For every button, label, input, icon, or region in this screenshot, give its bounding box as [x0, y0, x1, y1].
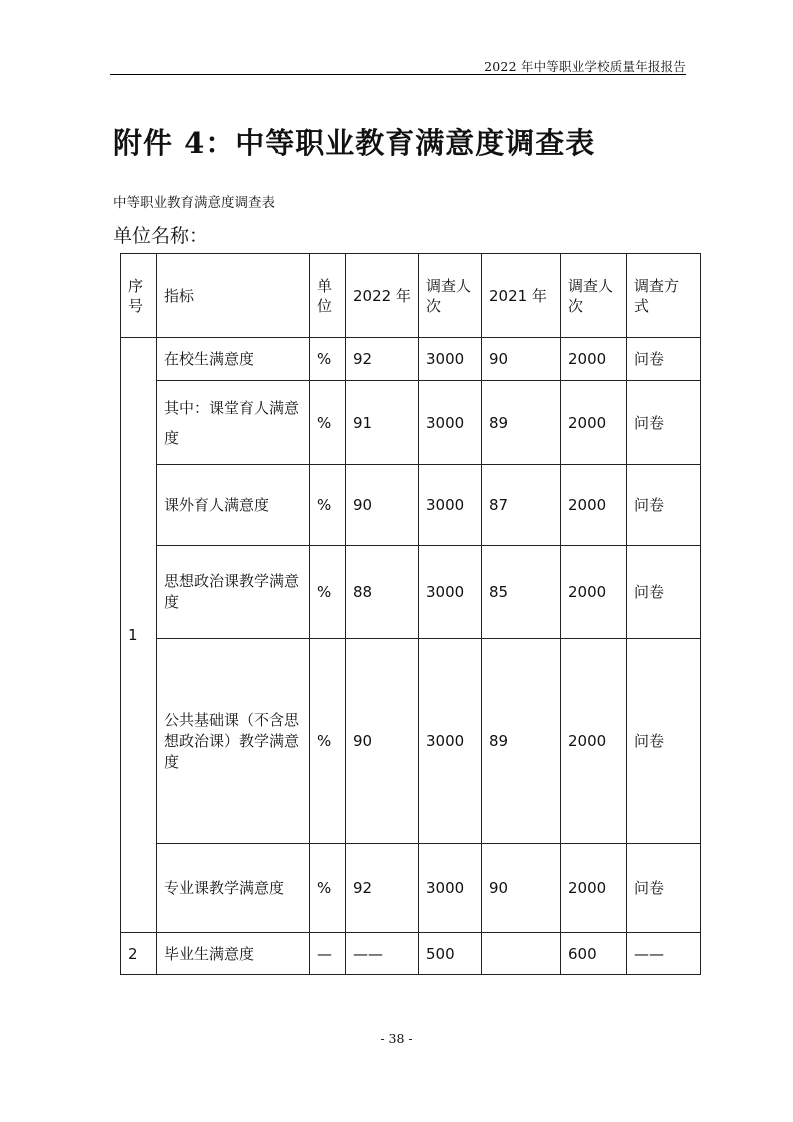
unit-cell: % [310, 639, 346, 844]
method-cell: 问卷 [627, 381, 701, 465]
table-row [121, 844, 701, 933]
value-2021-cell [482, 933, 561, 975]
table-row [121, 381, 701, 465]
unit-cell: % [310, 465, 346, 546]
count-2021-cell: 2000 [561, 381, 627, 465]
indicator-cell: 课外育人满意度 [157, 465, 310, 546]
running-header: 2022 年中等职业学校质量年报报告 [484, 59, 686, 74]
method-cell: —— [627, 933, 701, 975]
unit-cell: % [310, 546, 346, 639]
count-2022-cell: 3000 [419, 546, 482, 639]
header-count-2022: 调查人次 [419, 254, 482, 338]
count-2022-cell: 500 [419, 933, 482, 975]
count-2022-cell: 3000 [419, 844, 482, 933]
unit-name-label: 单位名称： [113, 225, 209, 247]
count-2022-cell: 3000 [419, 381, 482, 465]
unit-cell: % [310, 381, 346, 465]
page-title: 附件 4：中等职业教育满意度调查表 [113, 126, 596, 160]
table-row [121, 338, 701, 381]
count-2021-cell: 2000 [561, 546, 627, 639]
header-count-2021: 调查人次 [561, 254, 627, 338]
indicator-cell: 公共基础课（不含思想政治课）教学满意度 [157, 639, 310, 844]
header-rule [110, 74, 686, 75]
page-number: - 38 - [380, 1031, 413, 1046]
indicator-cell: 毕业生满意度 [157, 933, 310, 975]
count-2021-cell: 2000 [561, 465, 627, 546]
header-unit: 单位 [310, 254, 346, 338]
indicator-cell: 其中：课堂育人满意度 [157, 381, 310, 465]
value-2022-cell: 92 [346, 844, 419, 933]
unit-cell: — [310, 933, 346, 975]
indicator-cell: 在校生满意度 [157, 338, 310, 381]
value-2021-cell: 90 [482, 844, 561, 933]
row-no: 2 [121, 933, 157, 975]
value-2021-cell: 89 [482, 639, 561, 844]
method-cell: 问卷 [627, 844, 701, 933]
value-2022-cell: 92 [346, 338, 419, 381]
value-2021-cell: 90 [482, 338, 561, 381]
header-row [121, 254, 701, 338]
unit-cell: % [310, 844, 346, 933]
method-cell: 问卷 [627, 546, 701, 639]
indicator-cell: 思想政治课教学满意度 [157, 546, 310, 639]
count-2022-cell: 3000 [419, 338, 482, 381]
count-2021-cell: 2000 [561, 338, 627, 381]
header-2022: 2022 年 [346, 254, 419, 338]
value-2022-cell: 90 [346, 639, 419, 844]
value-2022-cell: 90 [346, 465, 419, 546]
header-no: 序号 [121, 254, 157, 338]
header-2021: 2021 年 [482, 254, 561, 338]
count-2021-cell: 2000 [561, 639, 627, 844]
satisfaction-survey-table [120, 253, 701, 975]
value-2022-cell: 91 [346, 381, 419, 465]
table-row [121, 933, 701, 975]
method-cell: 问卷 [627, 465, 701, 546]
value-2021-cell: 89 [482, 381, 561, 465]
row-no: 1 [121, 338, 157, 933]
unit-cell: % [310, 338, 346, 381]
count-2021-cell: 600 [561, 933, 627, 975]
method-cell: 问卷 [627, 338, 701, 381]
count-2022-cell: 3000 [419, 639, 482, 844]
table-row [121, 546, 701, 639]
value-2021-cell: 85 [482, 546, 561, 639]
header-indicator: 指标 [157, 254, 310, 338]
header-method: 调查方式 [627, 254, 701, 338]
table-row [121, 465, 701, 546]
indicator-cell: 专业课教学满意度 [157, 844, 310, 933]
value-2022-cell: 88 [346, 546, 419, 639]
table-subtitle: 中等职业教育满意度调查表 [113, 195, 275, 211]
count-2021-cell: 2000 [561, 844, 627, 933]
table-row [121, 639, 701, 844]
value-2021-cell: 87 [482, 465, 561, 546]
count-2022-cell: 3000 [419, 465, 482, 546]
value-2022-cell: —— [346, 933, 419, 975]
method-cell: 问卷 [627, 639, 701, 844]
